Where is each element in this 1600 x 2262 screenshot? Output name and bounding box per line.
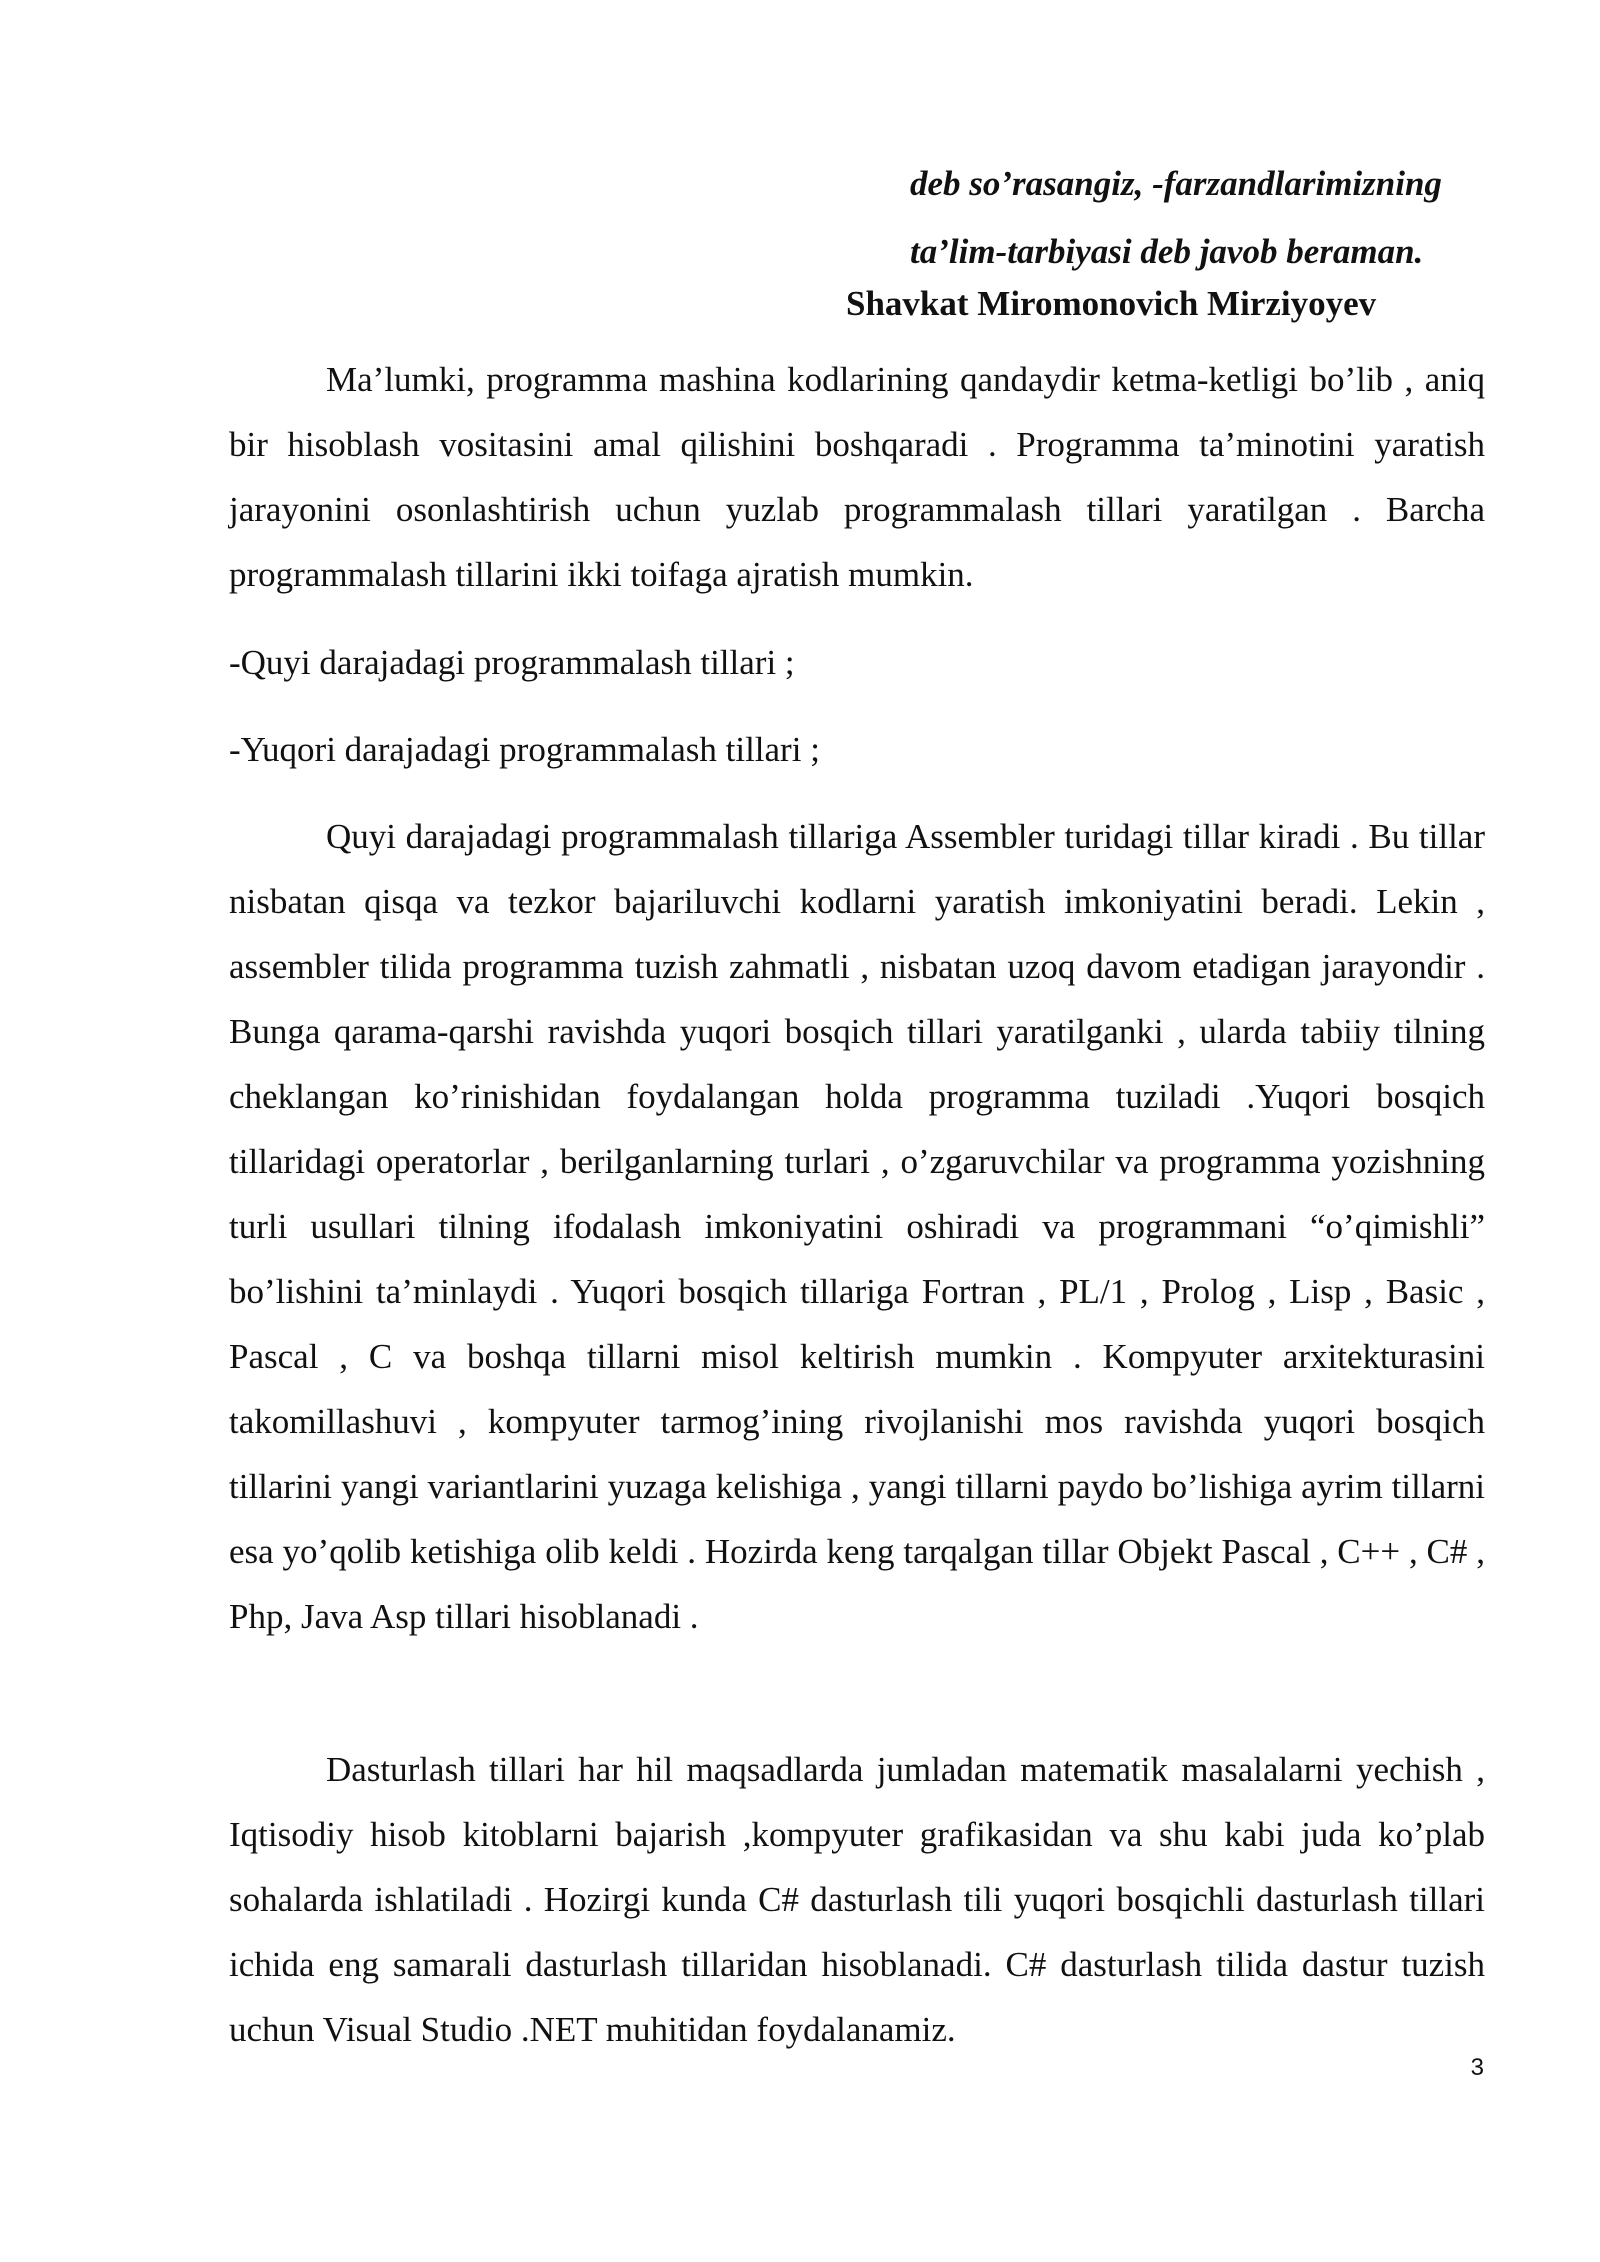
page-number: 3 [1470, 2054, 1484, 2081]
list-item-high-level [229, 717, 1485, 782]
paragraph-intro [229, 347, 1485, 607]
epigraph-line-1: deb so’rasangiz, -farzandlarimizning [910, 164, 1442, 203]
paragraph-csharp [229, 1737, 1485, 2062]
list-item-low-level [229, 630, 1485, 695]
paragraph-intro-text: Ma’lumki, programma mashina kodlarining qandaydir ketma-ketligi bo’lib , aniq bir hisoblash vositasini amal qilishini boshqaradi . Programma ta’minotini yaratish jarayonini osonlashtirish uchun yuzlab programmalash tillari yaratilgan . Barcha programmalash tillarini ikki toifaga ajratish mumkin. [229, 360, 1485, 594]
paragraph-languages [229, 804, 1485, 1649]
epigraph-line-2: ta’lim-tarbiyasi deb javob beraman. [910, 232, 1424, 271]
epigraph [910, 150, 1470, 286]
paragraph-languages-text: Quyi darajadagi programmalash tillariga Assembler turidagi tillar kiradi . Bu tillar nisbatan qisqa va tezkor bajariluvchi kodlarni yaratish imkoniyatini beradi. Lekin , assembler tilida programma tuzish zahmatli , nisbatan uzoq davom etadigan jarayondir . Bunga qarama-qarshi ravishda yuqori bosqich tillari yaratilganki , ularda tabiiy tilning cheklangan ko’rinishidan foydalangan holda programma tuziladi .Yuqori bosqich tillaridagi operatorlar , berilganlarning turlari , o’zgaruvchilar va programma yozishning turli usullari tilning ifodalash imkoniyatini oshiradi va programmani “o’qimishli” bo’lishini ta’minlaydi . Yuqori bosqich tillariga Fortran , PL/1 , Prolog , Lisp , Basic , Pascal , C va boshqa tillarni misol keltirish mumkin . Kompyuter arxitekturasini takomillashuvi , kompyuter tarmog’ining rivojlanishi mos ravishda yuqori bosqich tillarini yangi variantlarini yuzaga kelishiga , yangi tillarni paydo bo’lishiga ayrim tillarni esa yo’qolib ketishiga olib keldi . Hozirda keng tarqalgan tillar Objekt Pascal , C++ , C# , Php, Java Asp tillari hisoblanadi . [229, 817, 1485, 1636]
list-item-high-level-text: -Yuqori darajadagi programmalash tillari ; [229, 730, 820, 769]
list-item-low-level-text: -Quyi darajadagi programmalash tillari ; [229, 643, 795, 682]
epigraph-author: Shavkat Miromonovich Mirziyoyev [846, 284, 1377, 323]
paragraph-csharp-text: Dasturlash tillari har hil maqsadlarda jumladan matematik masalalarni yechish , Iqtisodiy hisob kitoblarni bajarish ,kompyuter grafikasidan va shu kabi juda ko’plab sohalarda ishlatiladi . Hozirgi kunda C# dasturlash tili yuqori bosqichli dasturlash tillari ichida eng samarali dasturlash tillaridan hisoblanadi. C# dasturlash tilida dastur tuzish uchun Visual Studio .NET muhitidan foydalanamiz. [229, 1750, 1485, 2049]
